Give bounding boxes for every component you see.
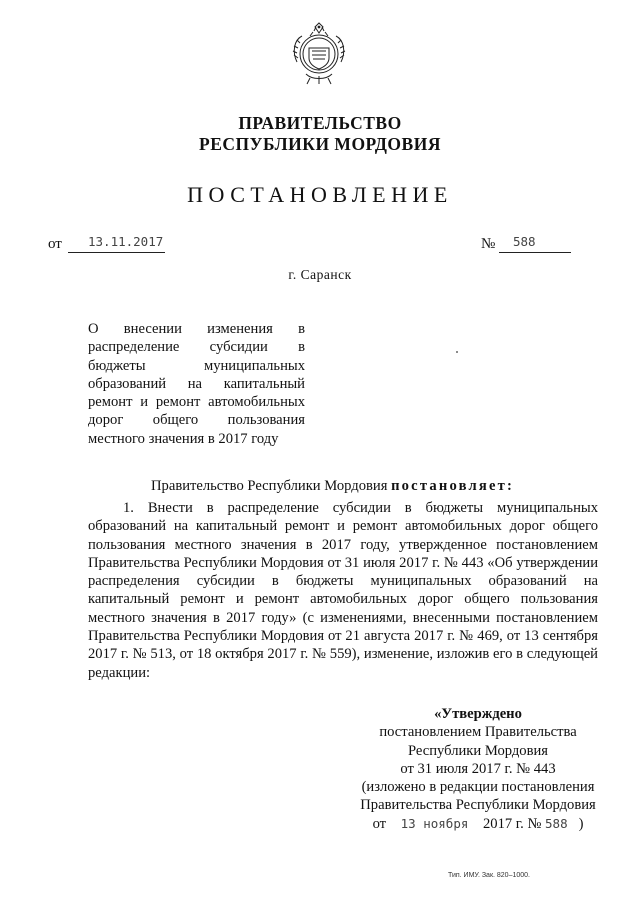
clause-1: 1. Внести в распределение субсидии в бюджеты муниципальных образований на капитальный ремонт и ремонт автомобильных дорог общего пользования местного значения в 2017 году, утвержденное постановлением Правительства Республики Мордовия от 31 июля 2017 г. № 443 «Об утверждении распределения субсидии в бюджеты муниципальных образований на капитальный ремонт и ремонт автомобильных дорог общего пользования местного значения в 2017 году» (с изменениями, внесенными постановлением Правительства Республики Мордовия от 21 августа 2017 г. № 469, от 13 сентября 2017 г. № 513, от 18 октября 2017 г. № 559), изменение, изложив его в следующей редакции: xyxy=(88,500,598,681)
date-prefix: от xyxy=(48,236,62,252)
organization-title: ПРАВИТЕЛЬСТВО xyxy=(238,113,402,133)
approval-stamp-block xyxy=(340,705,616,833)
approval-number: 588 xyxy=(545,815,568,831)
approval-line: постановлением Правительства xyxy=(379,724,577,741)
document-number: 588 xyxy=(513,234,536,249)
city-label: г. Саранск xyxy=(288,267,352,282)
approval-year: 2017 г. № xyxy=(482,815,542,832)
approval-title: «Утверждено xyxy=(434,706,522,722)
number-prefix: № xyxy=(481,236,496,252)
approval-date-line xyxy=(340,815,616,833)
approval-line: (изложено в редакции постановления xyxy=(361,779,595,796)
preamble-emphasis: постановляет: xyxy=(391,478,515,494)
printer-mark: Тип. ИМУ. Зак. 820–1000. xyxy=(448,872,530,879)
approval-line: Республики Мордовия xyxy=(407,742,548,759)
scan-speck xyxy=(456,351,458,353)
approval-date-prefix: от xyxy=(372,815,387,832)
preamble xyxy=(151,478,514,495)
approval-closing: ) xyxy=(578,815,584,832)
organization-subtitle: РЕСПУБЛИКИ МОРДОВИЯ xyxy=(199,134,441,154)
coat-of-arms-icon xyxy=(288,18,350,88)
preamble-text: Правительство Республики Мордовия xyxy=(151,478,392,494)
date-underline xyxy=(68,252,165,253)
approval-line: от 31 июля 2017 г. № 443 xyxy=(400,760,556,777)
document-date: 13.11.2017 xyxy=(88,234,164,249)
document-type-title: ПОСТАНОВЛЕНИЕ xyxy=(187,182,453,207)
approval-line: Правительства Республики Мордовия xyxy=(360,797,596,814)
approval-date: 13 ноября xyxy=(400,815,469,831)
document-subject: О внесении изменения в распределение субсидии в бюджеты муниципальных образований на капитальный ремонт и ремонт автомобильных дорог общего пользования местного значения в 2017 году xyxy=(88,321,305,447)
number-underline xyxy=(499,252,571,253)
